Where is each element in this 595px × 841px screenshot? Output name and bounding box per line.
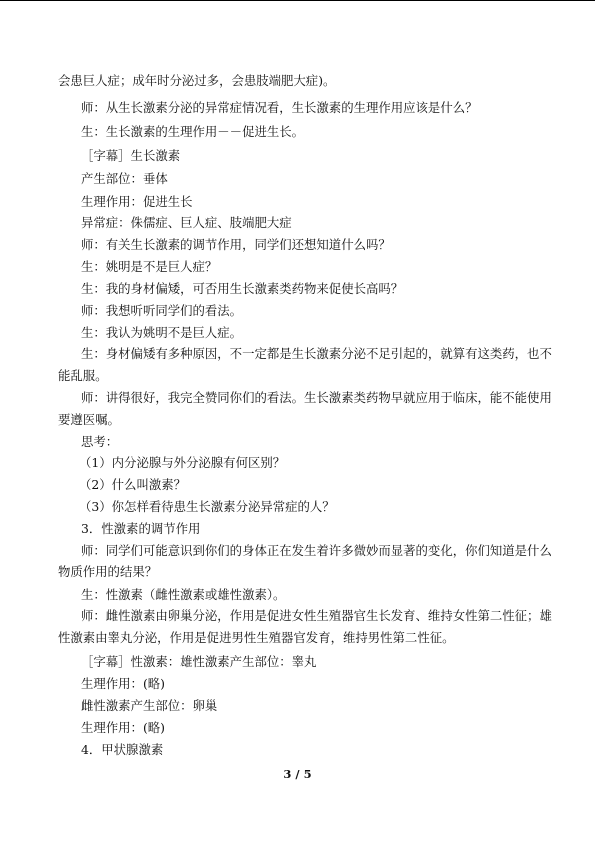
- text-line: 会患巨人症；成年时分泌过多，会患肢端肥大症)。: [58, 73, 336, 88]
- text-line: 雌性激素产生部位：卵巢: [81, 698, 218, 713]
- text-line: 师：讲得很好，我完全赞同你们的看法。生长激素类药物早就应用于临床，能不能使用: [81, 390, 552, 405]
- text-line: 异常症：侏儒症、巨人症、肢端肥大症: [81, 215, 292, 230]
- text-line: 生：性激素（雌性激素或雄性激素）。: [81, 587, 286, 602]
- text-line: 生：我认为姚明不是巨人症。: [81, 325, 243, 340]
- text-line: 物质作用的结果？: [58, 564, 158, 579]
- text-line: 生：姚明是不是巨人症？: [81, 259, 218, 274]
- text-line: 要遵医嘱。: [58, 412, 120, 427]
- text-line: 生理作用：(略): [81, 676, 166, 691]
- text-line: （1）内分泌腺与外分泌腺有何区别？: [79, 455, 286, 470]
- text-line: 生：身材偏矮有多种原因，不一定都是生长激素分泌不足引起的，就算有这类药，也不: [81, 346, 552, 361]
- text-line: 生理作用：(略): [81, 720, 166, 735]
- text-line: 能乱服。: [58, 368, 108, 383]
- text-line: 产生部位：垂体: [81, 171, 168, 186]
- page-top-rule: [0, 0, 595, 1]
- text-line: 师：有关生长激素的调节作用，同学们还想知道什么吗？: [81, 237, 391, 252]
- text-line: 师：雌性激素由卵巢分泌，作用是促进女性生殖器官生长发育、维持女性第二性征；雄: [81, 608, 552, 623]
- text-line: 师：同学们可能意识到你们的身体正在发生着许多微妙而显著的变化，你们知道是什么: [81, 543, 552, 558]
- text-line: 师：我想听听同学们的看法。: [81, 303, 243, 318]
- text-line: 性激素由睾丸分泌，作用是促进男性生殖器官发育，维持男性第二性征。: [58, 630, 455, 645]
- text-line: （3）你怎样看待患生长激素分泌异常症的人？: [79, 499, 335, 514]
- text-line: 生：生长激素的生理作用－－促进生长。: [81, 124, 305, 139]
- text-line: ［字幕］性激素：雄性激素产生部位：睾丸: [81, 654, 317, 669]
- section-heading: 4．甲状腺激素: [81, 742, 164, 757]
- page-number: 3 / 5: [283, 767, 312, 781]
- text-line: 师：从生长激素分泌的异常症情况看，生长激素的生理作用应该是什么？: [81, 100, 478, 115]
- text-line: 生理作用：促进生长: [81, 194, 193, 209]
- section-heading: 3．性激素的调节作用: [81, 521, 201, 536]
- text-line: 生：我的身材偏矮，可否用生长激素类药物来促使长高吗？: [81, 281, 404, 296]
- text-line: ［字幕］生长激素: [81, 148, 181, 163]
- text-line: （2）什么叫激素？: [79, 477, 187, 492]
- text-line: 思考：: [81, 434, 119, 449]
